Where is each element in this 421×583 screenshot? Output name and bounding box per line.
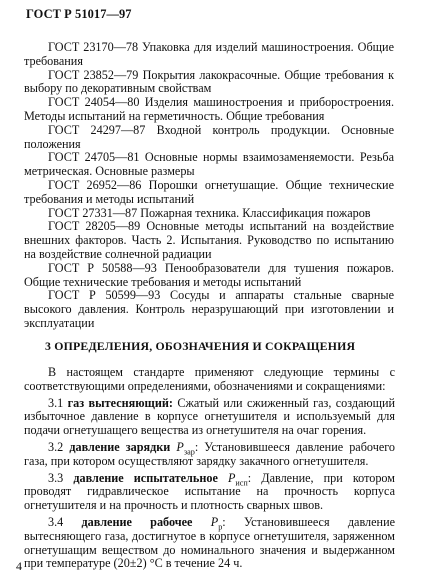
definition-3-2: [24, 441, 395, 469]
page-header: ГОСТ Р 51017—97: [26, 7, 132, 21]
intro-paragraph: В настоящем стандарте применяют следующие термины с соответствующими определениями, обозначениями и сокращениями:: [24, 365, 395, 393]
definition-subscript: р: [218, 522, 223, 532]
reference-item: ГОСТ 23852—79 Покрытия лакокрасочные. Общие требования к выбору по декоративным свойствам: [24, 67, 394, 96]
definition-term: газ вытесняющий:: [67, 395, 173, 410]
definition-3-3: [24, 472, 395, 513]
definition-text: : Установившееся давление вытесняющего газа, достигнутое в корпусе огнетушителя, заряженном огнетушащим веществом до номинального значения и выдержанном при температуре (20±2) °C в течение 24 ч.: [24, 514, 395, 571]
reference-item: ГОСТ 27331—87 Пожарная техника. Классификация пожаров: [48, 205, 371, 220]
reference-item: ГОСТ 24054—80 Изделия машиностроения и приборостроения. Методы испытаний на герметичность. Общие требования: [24, 95, 394, 123]
reference-item: ГОСТ 26952—86 Порошки огнетушащие. Общие технические требования и методы испытаний: [24, 177, 394, 206]
definition-symbol: P: [210, 514, 219, 529]
definition-text: : Установившееся давление рабочего газа, при котором осуществляют зарядку закачного огнетушителя.: [24, 439, 396, 468]
definition-number: 3.4: [48, 514, 64, 529]
definition-term: давление рабочее: [81, 514, 193, 529]
definition-term: давление зарядки: [69, 439, 171, 454]
references-list: [24, 41, 394, 331]
definition-term: давление испытательное: [73, 470, 218, 485]
reference-item: ГОСТ 23170—78 Упаковка для изделий машиностроения. Общие требования: [24, 40, 394, 68]
reference-item: ГОСТ 24705—81 Основные нормы взаимозаменяемости. Резьба метрическая. Основные размеры: [24, 150, 394, 179]
definition-subscript: зар: [183, 447, 195, 457]
definition-text: Сжатый или сжиженный газ, создающий избыточное давление в корпусе огнетушителя и используемый для подачи огнетушащего вещества из огнетушителя на очаг горения.: [24, 395, 396, 438]
reference-item: ГОСТ Р 50588—93 Пенообразователи для тушения пожаров. Общие технические требования и методы испытаний: [24, 260, 394, 289]
section-content: [24, 366, 395, 571]
definition-3-4: [24, 516, 395, 571]
definition-number: 3.2: [48, 439, 64, 454]
reference-item: ГОСТ Р 50599—93 Сосуды и аппараты стальные сварные высокого давления. Контроль неразрушающий при изготовлении и эксплуатации: [24, 288, 394, 330]
definition-3-1: [24, 397, 395, 438]
definition-number: 3.1: [48, 395, 64, 410]
reference-item: ГОСТ 28205—89 Основные методы испытаний на воздействие внешних факторов. Часть 2. Испытания. Руководство по испытанию на воздействие солнечной радиации: [24, 219, 394, 261]
definition-symbol: P: [176, 439, 184, 454]
section-title: 3 ОПРЕДЕЛЕНИЯ, ОБОЗНАЧЕНИЯ И СОКРАЩЕНИЯ: [45, 339, 356, 353]
reference-item: ГОСТ 24297—87 Входной контроль продукции. Основные положения: [24, 122, 394, 151]
definition-number: 3.3: [48, 470, 64, 485]
definition-text: : Давление, при котором проводят гидравлическое испытание на прочность корпуса огнетушителя и на прочность и плотность сварных швов.: [24, 470, 396, 513]
definition-symbol: P: [227, 470, 236, 485]
page-number: 4: [16, 559, 22, 573]
definition-subscript: исп: [235, 478, 248, 488]
